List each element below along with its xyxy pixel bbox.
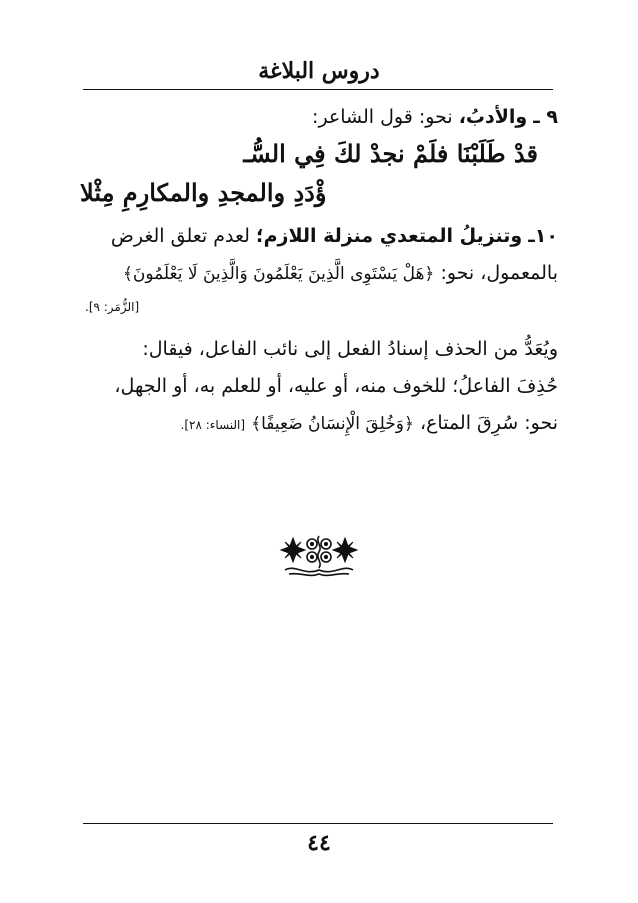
- running-header: دروس البلاغة: [258, 58, 380, 84]
- verse-reference: [الزُّمَر: ٩].: [85, 300, 140, 314]
- quran-verse: ﴿وَخُلِقَ الْإِنسَانُ ضَعِيفًا﴾: [251, 414, 414, 434]
- item-text: لعدم تعلق الغرض: [110, 225, 250, 247]
- item-heading: وتنزيلُ المتعدي منزلة اللازم؛: [256, 225, 523, 247]
- page-number: ٤٤: [307, 830, 331, 856]
- item-number: ٩ ـ: [533, 106, 558, 128]
- example-line: [123, 262, 558, 284]
- floral-ornament-icon: [279, 532, 359, 578]
- footer-rule: [83, 823, 553, 824]
- item-number: ١٠ـ: [528, 225, 558, 247]
- example-text: نحو: سُرِقَ المتاع،: [419, 412, 558, 434]
- line-item-10: [111, 225, 558, 247]
- line-item-9: [312, 106, 558, 128]
- poetry-verse-2: ؤْدَدِ والمجدِ والمكارِمِ مِثْلا: [80, 178, 327, 207]
- example-text: بالمعمول، نحو:: [440, 262, 558, 284]
- paragraph-line-3: [181, 412, 558, 434]
- item-text: نحو: قول الشاعر:: [312, 106, 453, 128]
- paragraph-line-1: ويُعَدُّ من الحذف إسنادُ الفعل إلى نائب الفاعل، فيقال:: [142, 338, 558, 360]
- verse-reference: [النساء: ٢٨].: [180, 418, 246, 432]
- paragraph-line-2: حُذِفَ الفاعلُ؛ للخوف منه، أو عليه، أو للعلم به، أو الجهل،: [114, 375, 558, 397]
- quran-verse: ﴿هَلْ يَسْتَوِى الَّذِينَ يَعْلَمُونَ وَالَّذِينَ لَا يَعْلَمُونَ﴾: [122, 264, 435, 284]
- page-body: [80, 0, 558, 903]
- poetry-verse-1: قدْ طَلَبْنَا فلَمْ نجدْ لكَ فِي السُّـ: [243, 139, 538, 168]
- item-heading: والأدبُ،: [458, 106, 528, 128]
